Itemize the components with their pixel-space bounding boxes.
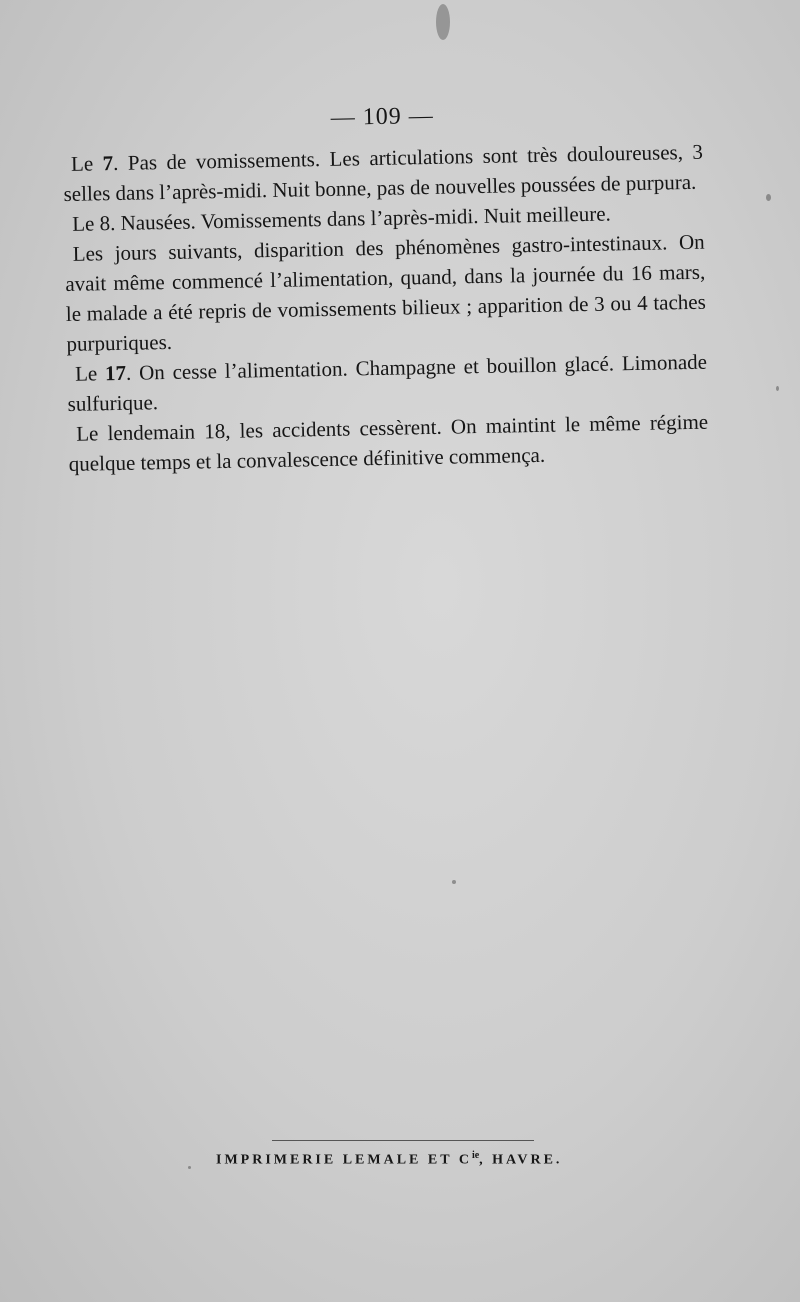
printer-imprint xyxy=(216,1150,596,1169)
ink-speck xyxy=(436,4,450,40)
imprint-text: IMPRIMERIE LEMALE ET C xyxy=(216,1152,472,1168)
ink-speck xyxy=(452,880,456,884)
imprint-rule xyxy=(272,1140,534,1141)
paragraph-text: Le lendemain 18, les accidents cessèrent. On maintint le même régime quelque temps et la convalescence définitive commença. xyxy=(68,409,709,476)
ink-speck xyxy=(776,386,779,391)
paragraph-text: Les jours suivants, disparition des phénomènes gastro-intestinaux. On avait même commencé l’alimentation, quand, dans la journée du 16 mars, le malade a été repris de vomissements bilieux ; apparition de 3 ou 4 taches purpuriques. xyxy=(65,229,707,356)
paragraph xyxy=(68,407,709,479)
paragraph-lead: Le xyxy=(70,151,103,176)
paragraph-lead: Le xyxy=(74,361,106,386)
ink-speck xyxy=(766,194,771,201)
paragraph-lead: Le 8. xyxy=(71,210,121,236)
paragraph-text: . On cesse l’alimentation. Champagne et bouillon glacé. Limonade sulfurique. xyxy=(67,349,708,416)
body-text xyxy=(62,98,709,479)
paragraph-date: 7 xyxy=(102,151,114,176)
paragraph xyxy=(64,227,706,359)
page-number: — 109 — xyxy=(330,102,434,131)
paragraph-text: . Pas de vomissements. Les articulations sont très douloureuses, 3 selles dans l’après-midi. Nuit bonne, pas de nouvelles poussées de purpura. xyxy=(63,139,704,206)
paragraph-date: 17 xyxy=(104,360,127,386)
paragraph-text: Nausées. Vomissements dans l’après-midi. Nuit meilleure. xyxy=(120,201,612,235)
imprint-superscript: ie xyxy=(471,1150,480,1161)
ink-speck xyxy=(188,1166,191,1169)
imprint-tail: , HAVRE. xyxy=(479,1152,563,1168)
